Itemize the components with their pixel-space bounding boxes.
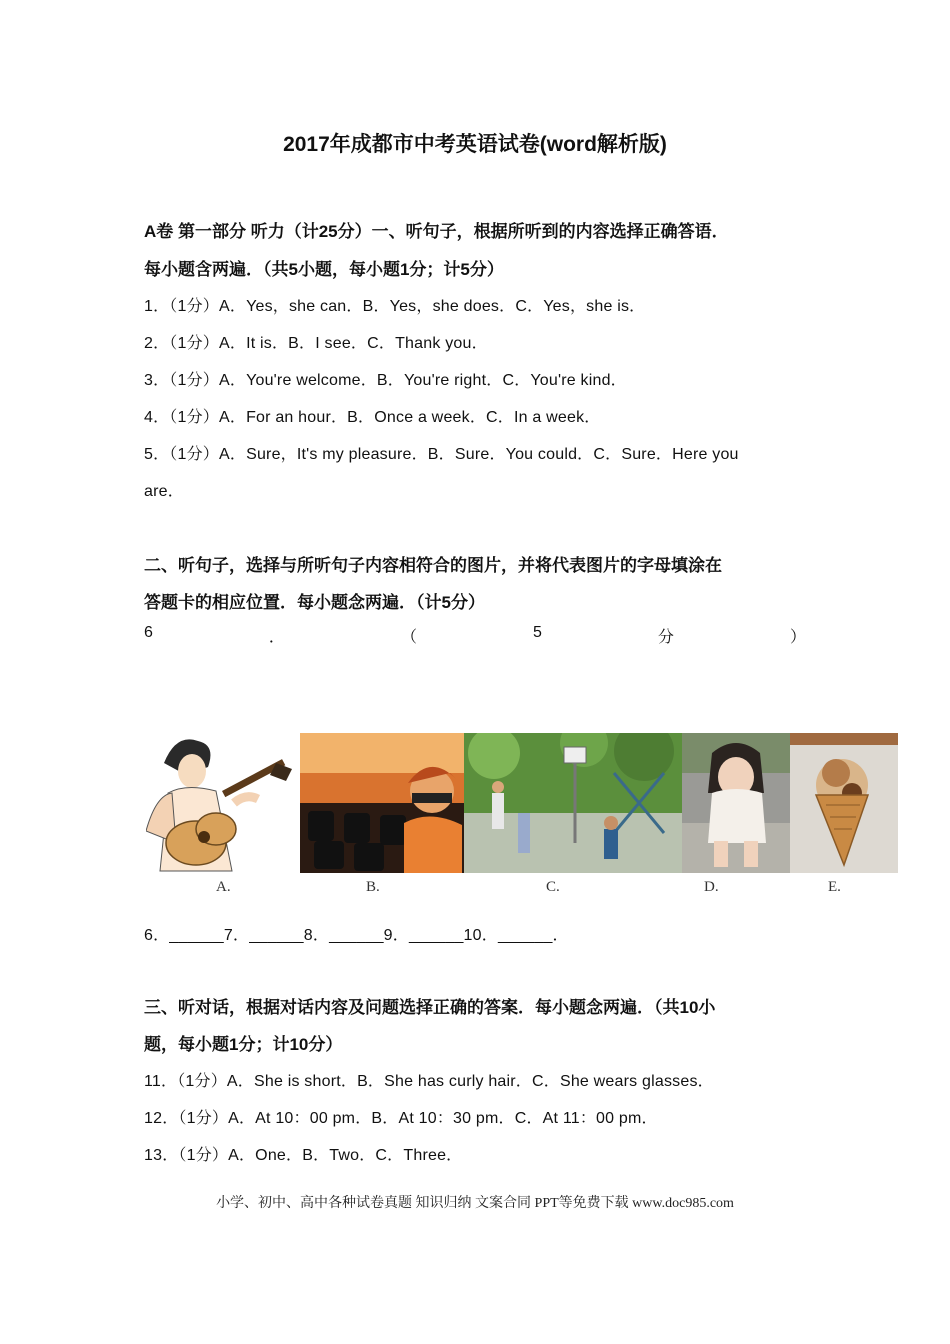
spread-part: （ [400, 629, 417, 646]
part1-heading-line1: A卷 第一部分 听力（计25分）一、听句子，根据所听到的内容选择正确答语． [144, 222, 729, 241]
picture-label-b: B. [366, 879, 380, 895]
part1-heading-line2: 每小题含两遍．（共5小题，每小题1分；计5分） [144, 260, 504, 279]
spread-part: 分 [657, 629, 674, 646]
picture-c-basketball [464, 733, 682, 873]
part3-heading-line1: 三、听对话，根据对话内容及问题选择正确的答案．每小题念两遍．（共10小 [144, 998, 716, 1017]
footer-watermark: 小学、初中、高中各种试卷真题 知识归纳 文案合同 PPT等免费下载 www.doc985.com [216, 1196, 734, 1211]
picture-b-cinema [300, 733, 464, 873]
spread-part: 5 [532, 624, 542, 641]
question-2: 2．（1分）A．It is．B．I see．C．Thank you． [144, 335, 488, 352]
question-12: 12．（1分）A．At 10：00 pm．B．At 10：30 pm．C．At 11：00 pm． [144, 1110, 658, 1127]
part3-heading-line2: 题，每小题1分；计10分） [144, 1035, 343, 1054]
question-1: 1．（1分）A．Yes，she can．B．Yes，she does．C．Yes，she is． [144, 298, 646, 315]
spread-part: ） [789, 629, 806, 646]
part2-heading-line2: 答题卡的相应位置．每小题念两遍．（计5分） [144, 593, 485, 612]
question-11: 11．（1分）A．She is short．B．She has curly hair．C．She wears glasses． [144, 1073, 714, 1090]
picture-a-guitar [146, 733, 294, 873]
answer-blanks: 6．______7．______8．______9．______10．______． [144, 927, 569, 944]
picture-label-a: A. [216, 879, 231, 895]
part2-heading-line1: 二、听句子，选择与所听句子内容相符合的图片，并将代表图片的字母填涂在 [144, 556, 722, 575]
question-3: 3．（1分）A．You're welcome．B．You're right．C．You're kind． [144, 372, 627, 389]
picture-d-girl [682, 733, 790, 873]
picture-label-d: D. [704, 879, 719, 895]
document-title: 2017年成都市中考英语试卷(word解析版) [283, 133, 667, 156]
question-4: 4．（1分）A．For an hour．B．Once a week．C．In a week． [144, 409, 601, 426]
picture-strip [146, 733, 898, 903]
spread-part: ． [268, 629, 285, 646]
picture-label-e: E. [828, 879, 841, 895]
picture-label-c: C. [546, 879, 560, 895]
picture-e-ice-cream [790, 733, 898, 873]
spread-part: 6 [144, 624, 153, 641]
question-5-continued: are． [144, 483, 184, 500]
question-5: 5．（1分）A．Sure，It's my pleasure．B．Sure．You could．C．Sure．Here you [144, 446, 739, 463]
part2-instruction-spread [144, 624, 806, 647]
question-13: 13．（1分）A．One．B．Two．C．Three． [144, 1147, 463, 1164]
